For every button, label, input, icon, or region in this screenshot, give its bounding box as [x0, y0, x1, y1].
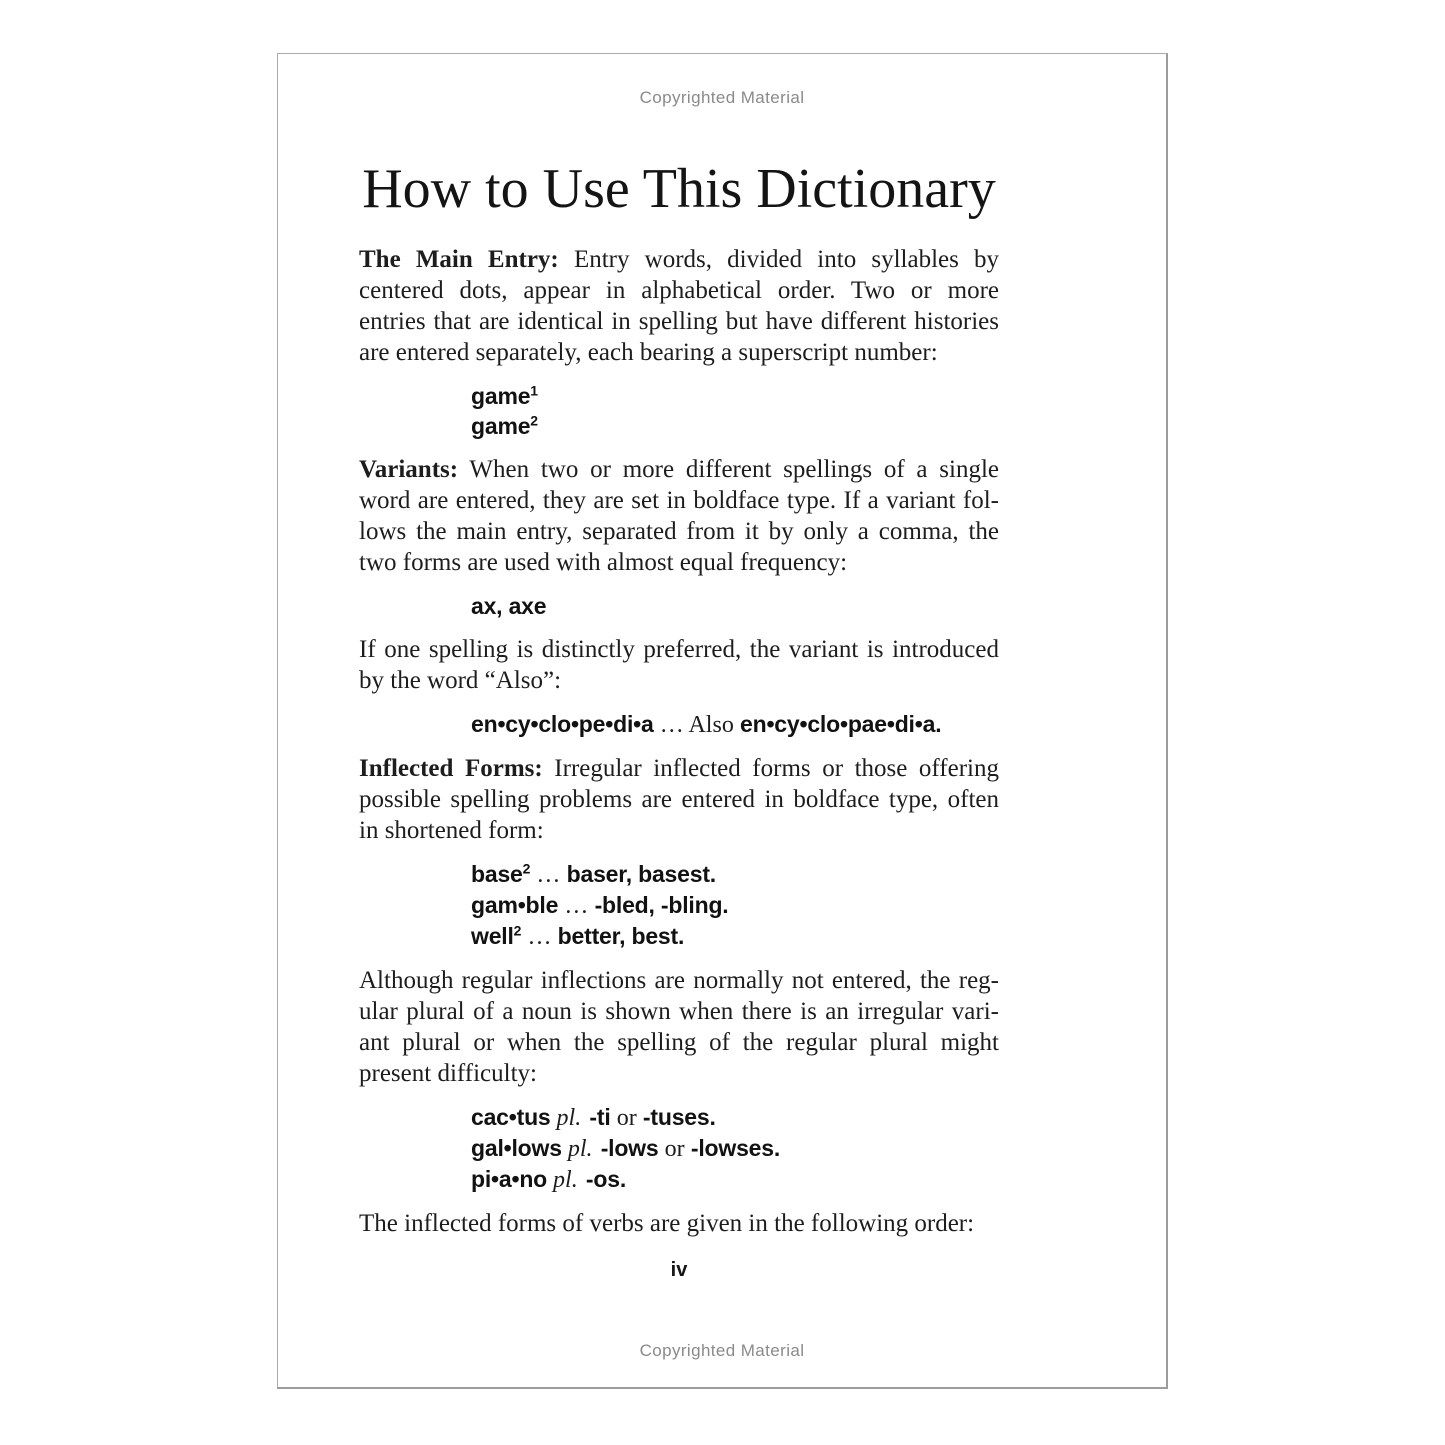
paragraph-line: lows the main entry, separated from it by only a comma, the	[359, 518, 999, 545]
paragraph-line: ular plural of a noun is shown when there is an irregular vari-	[359, 998, 999, 1025]
entry-word: ax, axe	[471, 593, 547, 619]
example-entry	[471, 709, 999, 740]
example-entry	[471, 921, 999, 952]
page-title: How to Use This Dictionary	[362, 158, 996, 220]
plurals-paragraph	[359, 965, 999, 1089]
inflected-form: -bled, -bling.	[594, 892, 729, 918]
superscript-number: 2	[522, 860, 531, 877]
plural-form: -os.	[585, 1166, 627, 1192]
entry-word: en•cy•clo•pae•di•a.	[740, 711, 942, 737]
paragraph-line: Although regular inflections are normally not entered, the reg-	[359, 967, 999, 994]
book-page	[277, 53, 1168, 1389]
plural-form: -lowses.	[690, 1135, 781, 1161]
paragraph-line: possible spelling problems are entered in boldface type, often	[359, 786, 999, 813]
inflected-form: baser, basest.	[566, 861, 716, 887]
inflected-forms-label: Inflected Forms:	[359, 755, 543, 782]
example-entry	[471, 1133, 999, 1164]
ellipsis-separator: …	[536, 862, 561, 888]
example-entry	[471, 1164, 999, 1195]
example-entry	[471, 859, 999, 890]
superscript-number: 2	[530, 412, 538, 429]
copyright-notice-bottom: Copyrighted Material	[639, 1341, 805, 1360]
paragraph-text: Entry words, divided into syllables by	[573, 246, 999, 273]
paragraph-line: word are entered, they are set in boldface type. If a variant fol-	[359, 487, 999, 514]
example-entry	[471, 1102, 999, 1133]
paragraph-line: entries that are identical in spelling but have different histories	[359, 308, 999, 335]
page-number: iv	[670, 1259, 688, 1281]
verbs-paragraph	[359, 1208, 999, 1239]
paragraph-line: are entered separately, each bearing a superscript number:	[359, 339, 938, 366]
entry-word: base	[471, 861, 523, 887]
paragraph-line: The inflected forms of verbs are given in the following order:	[359, 1210, 975, 1237]
copyright-notice-top: Copyrighted Material	[639, 88, 805, 107]
plurals-examples	[471, 1102, 999, 1195]
paragraph-line	[359, 454, 999, 485]
plural-form: -tuses.	[642, 1104, 716, 1130]
inflected-form: better, best.	[557, 923, 685, 949]
plural-abbreviation: pl.	[553, 1167, 578, 1193]
example-entry	[471, 890, 999, 921]
main-entry-paragraph	[359, 244, 999, 368]
plural-form: -ti	[589, 1104, 611, 1130]
example-entry	[471, 381, 999, 411]
text-column	[359, 156, 999, 1282]
paragraph-line: by the word “Also”:	[359, 667, 562, 694]
inflected-forms-examples	[471, 859, 999, 952]
inflected-forms-paragraph	[359, 753, 999, 846]
also-paragraph	[359, 634, 999, 696]
entry-word: en•cy•clo•pe•di•a	[471, 711, 654, 737]
entry-word: well	[471, 923, 514, 949]
or-connector: or	[664, 1136, 685, 1162]
main-entry-examples	[471, 381, 999, 441]
variants-paragraph	[359, 454, 999, 578]
paragraph-line: centered dots, appear in alphabetical order. Two or more	[359, 277, 999, 304]
paragraph-line: present difficulty:	[359, 1060, 537, 1087]
paragraph-text: Irregular inflected forms or those offering	[554, 755, 999, 782]
entry-word: gal•lows	[471, 1135, 562, 1161]
entry-word: pi•a•no	[471, 1166, 548, 1192]
plural-abbreviation: pl.	[567, 1136, 593, 1162]
paragraph-line: If one spelling is distinctly preferred, the variant is introduced	[359, 636, 999, 663]
entry-word: cac•tus	[471, 1104, 551, 1130]
paragraph-line: two forms are used with almost equal frequency:	[359, 549, 848, 576]
superscript-number: 2	[513, 922, 522, 939]
or-connector: or	[616, 1105, 637, 1131]
example-entry	[471, 591, 999, 621]
plural-form: -lows	[600, 1135, 659, 1161]
ellipsis-separator: …	[564, 893, 589, 919]
example-entry	[471, 411, 999, 441]
paragraph-line: ant plural or when the spelling of the regular plural might	[359, 1029, 999, 1056]
entry-word: game	[471, 383, 531, 409]
main-entry-label: The Main Entry:	[359, 246, 559, 273]
also-examples	[471, 709, 999, 740]
variants-label: Variants:	[359, 456, 459, 483]
paragraph-line	[359, 244, 999, 275]
example-connector: … Also	[659, 712, 734, 738]
variants-examples	[471, 591, 999, 621]
paragraph-line	[359, 753, 999, 784]
superscript-number: 1	[530, 382, 538, 399]
paragraph-text: When two or more different spellings of a single	[469, 456, 999, 483]
entry-word: gam•ble	[471, 892, 559, 918]
entry-word: game	[471, 413, 531, 439]
ellipsis-separator: …	[527, 924, 552, 950]
paragraph-line: in shortened form:	[359, 817, 544, 844]
plural-abbreviation: pl.	[556, 1105, 582, 1131]
